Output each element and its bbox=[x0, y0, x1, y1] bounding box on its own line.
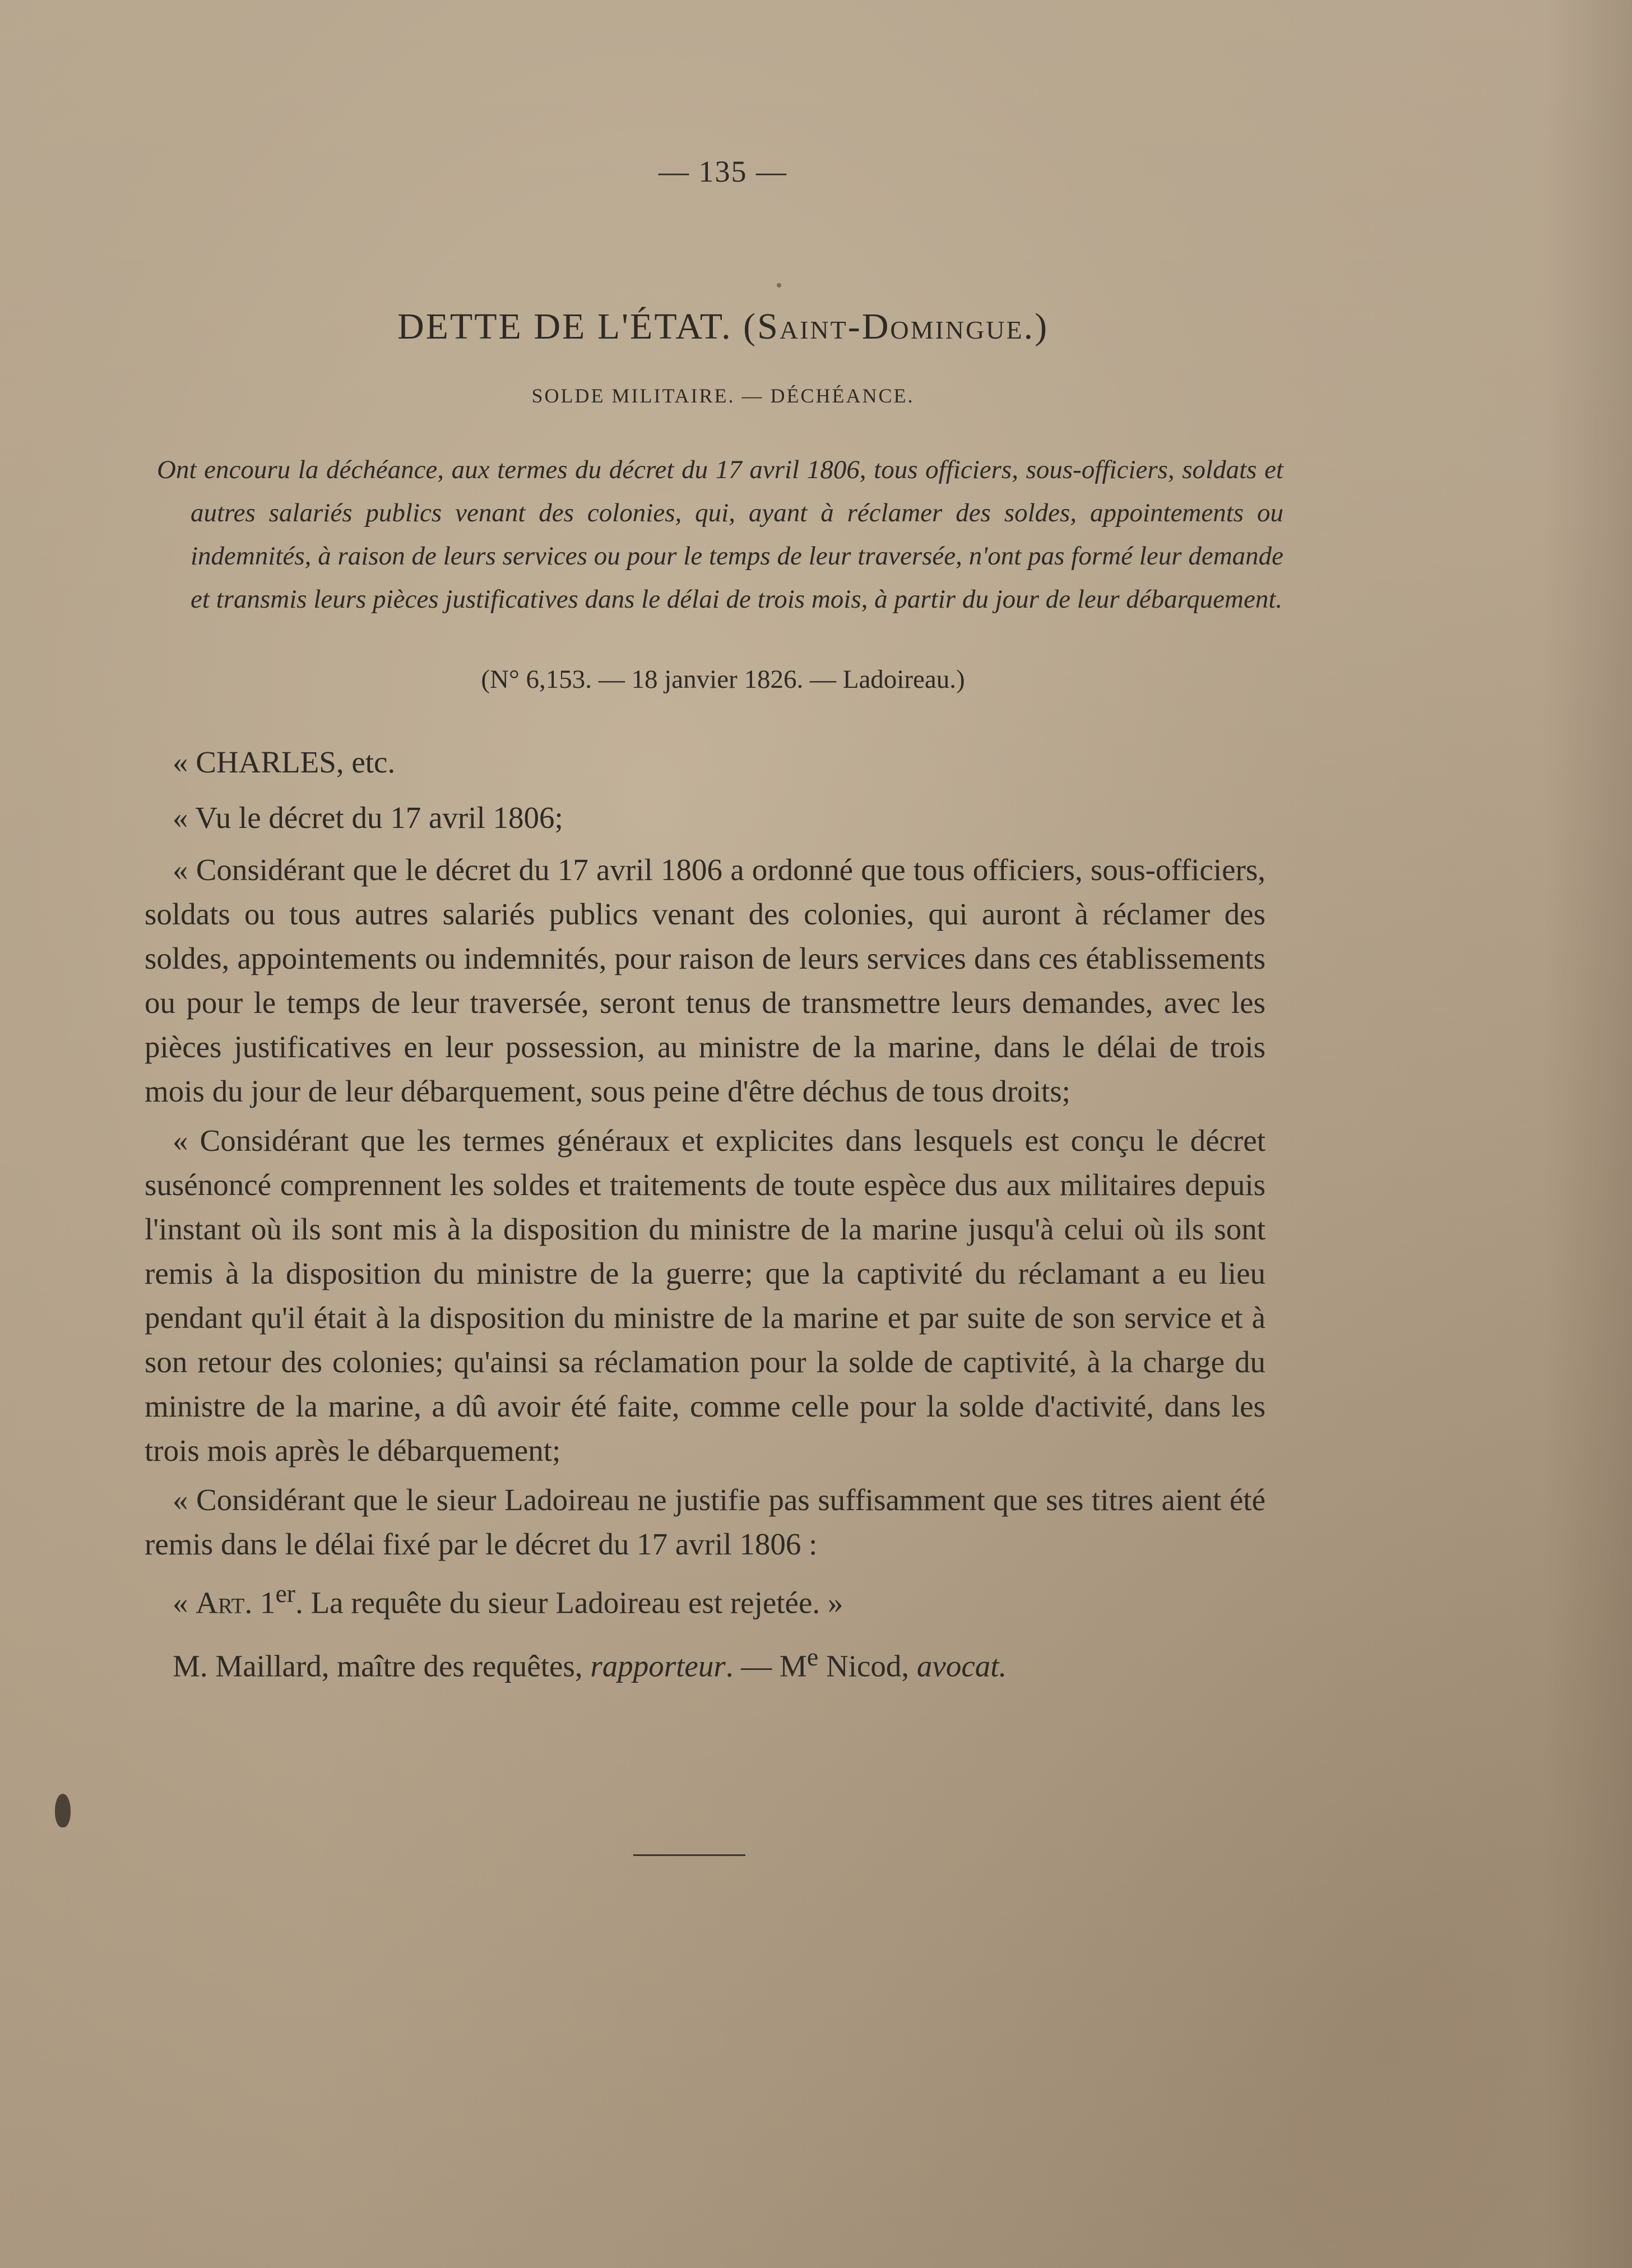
closing-rule bbox=[633, 1854, 745, 1856]
signoff-role: rapporteur bbox=[590, 1649, 726, 1683]
signoff-sup: e bbox=[806, 1642, 819, 1672]
page-number: — 135 — bbox=[659, 155, 787, 188]
paragraph-considerant-2: « Considérant que les termes généraux et explicites dans lesquels est conçu le décret susénoncé comprennent les soldes et traitements de toute espèce dus aux militaires depuis l'instant où ils sont mis à la disposition du ministre de la marine jusqu'à celui où ils sont remis à la disposition du ministre de la guerre; que la captivité du réclamant a eu lieu pendant qu'il était à la disposition du ministre de la marine et par suite de son service et à son retour des colonies; qu'ainsi sa réclamation pour la solde de captivité, à la charge du ministre de la marine, a dû avoir été faite, comme celle pour la solde d'activité, dans les trois mois après le débarquement; bbox=[145, 1123, 1265, 1468]
title-main: DETTE DE L'ÉTAT. bbox=[397, 306, 732, 347]
title-paren-close: ) bbox=[1035, 306, 1049, 347]
paper-speck bbox=[777, 283, 781, 288]
paragraph-article bbox=[145, 1571, 1265, 1624]
summary-text: Ont encouru la déchéance, aux termes du décret du 17 avril 1806, tous officiers, sous-officiers, soldats et autres salariés publics venant des colonies, qui, ayant à réclamer des soldes, appointements ou indemnités, à raison de leurs services ou pour le temps de leur traversée, n'ont pas formé leur demande et transmis leurs pièces justificatives dans le délai de trois mois, à partir du jour de leur débarquement. bbox=[157, 455, 1283, 614]
title-place: Saint-Domingue. bbox=[757, 306, 1035, 347]
paragraph-considerant-1: « Considérant que le décret du 17 avril 1806 a ordonné que tous officiers, sous-officiers, soldats ou tous autres salariés publics venant des colonies, qui auront à réclamer des soldes, appointements ou indemnités, pour raison de leurs services dans ces établissements ou pour le temps de leur traversée, seront tenus de transmettre leurs demandes, avec les pièces justificatives en leur possession, au ministre de la marine, dans le délai de trois mois du jour de leur débarquement, sous peine d'être déchus de tous droits; bbox=[145, 853, 1265, 1108]
page-edge-shadow bbox=[1542, 0, 1632, 2268]
decision-body bbox=[145, 740, 1265, 1693]
section-title bbox=[0, 306, 1446, 348]
signoff-lawyer: Nicod, bbox=[818, 1649, 917, 1683]
title-paren-open: ( bbox=[732, 306, 758, 347]
article-prefix: « bbox=[173, 1585, 196, 1620]
paragraph-salutation: « CHARLES, etc. bbox=[173, 745, 396, 779]
signoff-lawyer-role: avocat. bbox=[916, 1649, 1007, 1683]
signoff-name: M. Maillard, maître des requêtes, bbox=[173, 1649, 591, 1683]
section-subtitle: SOLDE MILITAIRE. — DÉCHÉANCE. bbox=[531, 385, 915, 407]
signoff-separator: . — M bbox=[725, 1649, 807, 1683]
article-label: Art. 1 bbox=[196, 1585, 276, 1620]
case-summary bbox=[157, 448, 1283, 621]
ink-blot bbox=[55, 1794, 71, 1827]
paragraph-vu: « Vu le décret du 17 avril 1806; bbox=[173, 800, 563, 835]
paragraph-signoff bbox=[145, 1635, 1265, 1688]
article-text: . La requête du sieur Ladoireau est rejetée. » bbox=[295, 1585, 843, 1620]
paragraph-considerant-3: « Considérant que le sieur Ladoireau ne justifie pas suffisamment que ses titres aient été remis dans le délai fixé par le décret du 17 avril 1806 : bbox=[145, 1483, 1265, 1561]
article-sup: er bbox=[275, 1579, 296, 1608]
case-citation: (N° 6,153. — 18 janvier 1826. — Ladoireau.) bbox=[481, 665, 965, 694]
